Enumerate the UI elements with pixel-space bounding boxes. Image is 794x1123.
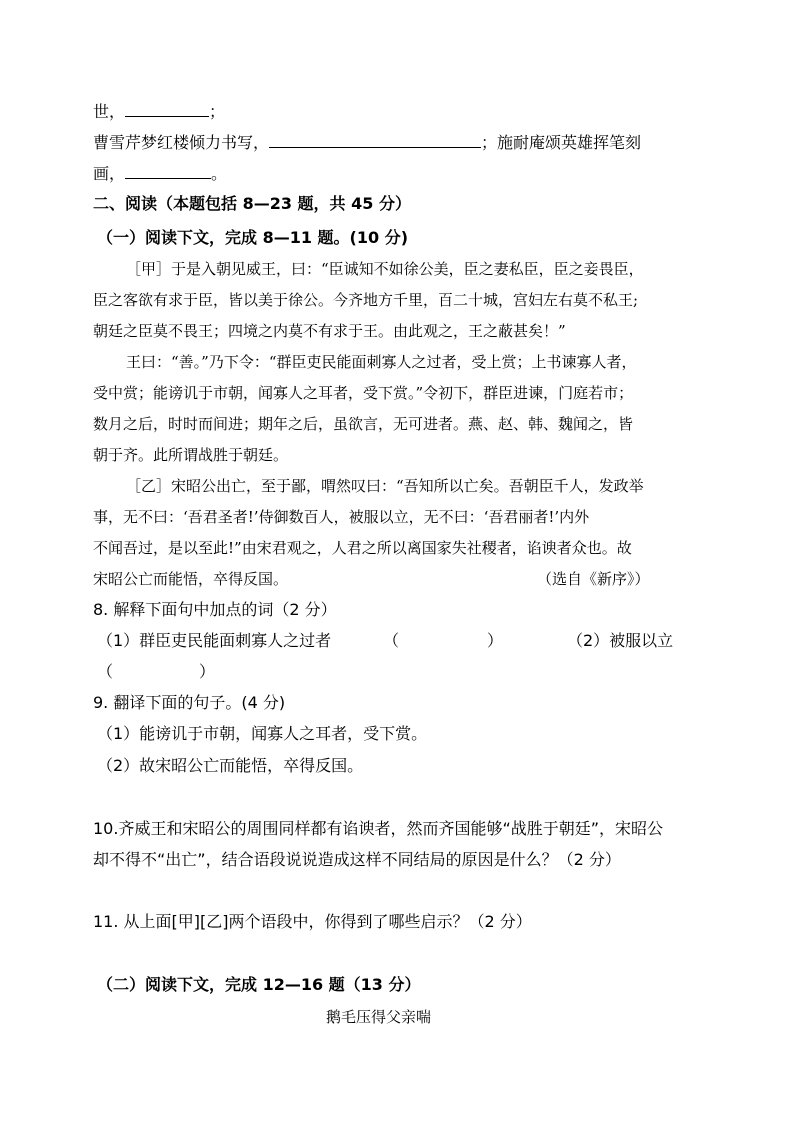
question-9-item-2: （2）故宋昭公亡而能悟，卒得反国。 [97, 756, 364, 775]
passage-line: 宋昭公亡而能悟，卒得反国。 [93, 570, 289, 588]
passage-line: 受中赏；能谤讥于市朝，闻寡人之耳者，受下赏。”令初下，群臣进谏，门庭若市； [93, 384, 634, 402]
question-8-title: 8. 解释下面句中加点的词（2 分） [93, 600, 337, 619]
section-heading: 二、阅读（本题包括 8—23 题，共 45 分） [93, 194, 411, 213]
passage-source: （选自《新序》） [537, 570, 650, 588]
passage-line: 王曰：“善。”乃下令：“群臣吏民能面刺寡人之过者，受上赏；上书谏寡人者， [126, 353, 637, 371]
fill-line-3: 画， 。 [93, 164, 228, 183]
question-9-title: 9. 翻译下面的句子。(4 分) [93, 693, 286, 712]
passage-line: 不闻吾过，是以至此!”由宋君观之，人君之所以离国家失社稷者，谄谀者众也。故 [93, 539, 632, 557]
question-8-paren-2-close: ） [199, 662, 216, 681]
answer-blank-1[interactable] [125, 100, 209, 117]
passage-line: 事，无不曰：‘吾君圣者!’侍御数百人，被服以立，无不曰：‘吾君丽者!’内外 [93, 508, 590, 526]
question-11: 11. 从上面[甲][乙]两个语段中，你得到了哪些启示？（2 分） [93, 912, 532, 931]
passage-line: ［乙］宋昭公出亡，至于鄙，喟然叹曰：“吾知所以亡矣。吾朝臣千人，发政举 [126, 477, 644, 495]
fill-line-1: 世， ； [93, 102, 226, 121]
question-8-item-2: （2）被服以立 [567, 631, 674, 650]
answer-blank-3[interactable] [125, 162, 211, 179]
question-8-paren-1-close: ） [487, 631, 504, 650]
question-10-line-2: 却不得不“出亡”，结合语段说说造成这样不同结局的原因是什么？（2 分） [93, 850, 621, 869]
fill-line-2: 曹雪芹梦红楼倾力书写， ；施耐庵颂英雄挥笔刻 [93, 133, 642, 152]
question-8-paren-1-open: （ [383, 631, 400, 650]
question-9-item-1: （1）能谤讥于市朝，闻寡人之耳者，受下赏。 [97, 724, 428, 743]
question-8-paren-2-open: （ [97, 662, 114, 681]
question-10-line-1: 10.齐威王和宋昭公的周围同样都有谄谀者，然而齐国能够“战胜于朝廷”，宋昭公 [93, 819, 664, 838]
passage-line: 臣之客欲有求于臣，皆以美于徐公。今齐地方千里，百二十城，宫妇左右莫不私王; [93, 291, 639, 309]
part1-heading: （一）阅读下文，完成 8—11 题。(10 分) [97, 228, 409, 247]
answer-blank-2[interactable] [269, 131, 481, 148]
question-8-item-1: （1）群臣吏民能面刺寡人之过者 [97, 631, 332, 650]
article-title: 鹅毛压得父亲喘 [326, 1008, 432, 1026]
passage-line: 数月之后，时时而间进；期年之后，虽欲言，无可进者。燕、赵、韩、魏闻之，皆 [93, 415, 634, 433]
passage-line: 朝于齐。此所谓战胜于朝廷。 [93, 446, 289, 464]
passage-line: ［甲］于是入朝见威王，曰：“臣诚知不如徐公美，臣之妻私臣，臣之妾畏臣， [126, 260, 644, 278]
part2-heading: （二）阅读下文，完成 12—16 题（13 分） [97, 975, 421, 994]
passage-line: 朝廷之臣莫不畏王；四境之内莫不有求于王。由此观之，王之蔽甚矣！” [93, 322, 566, 340]
